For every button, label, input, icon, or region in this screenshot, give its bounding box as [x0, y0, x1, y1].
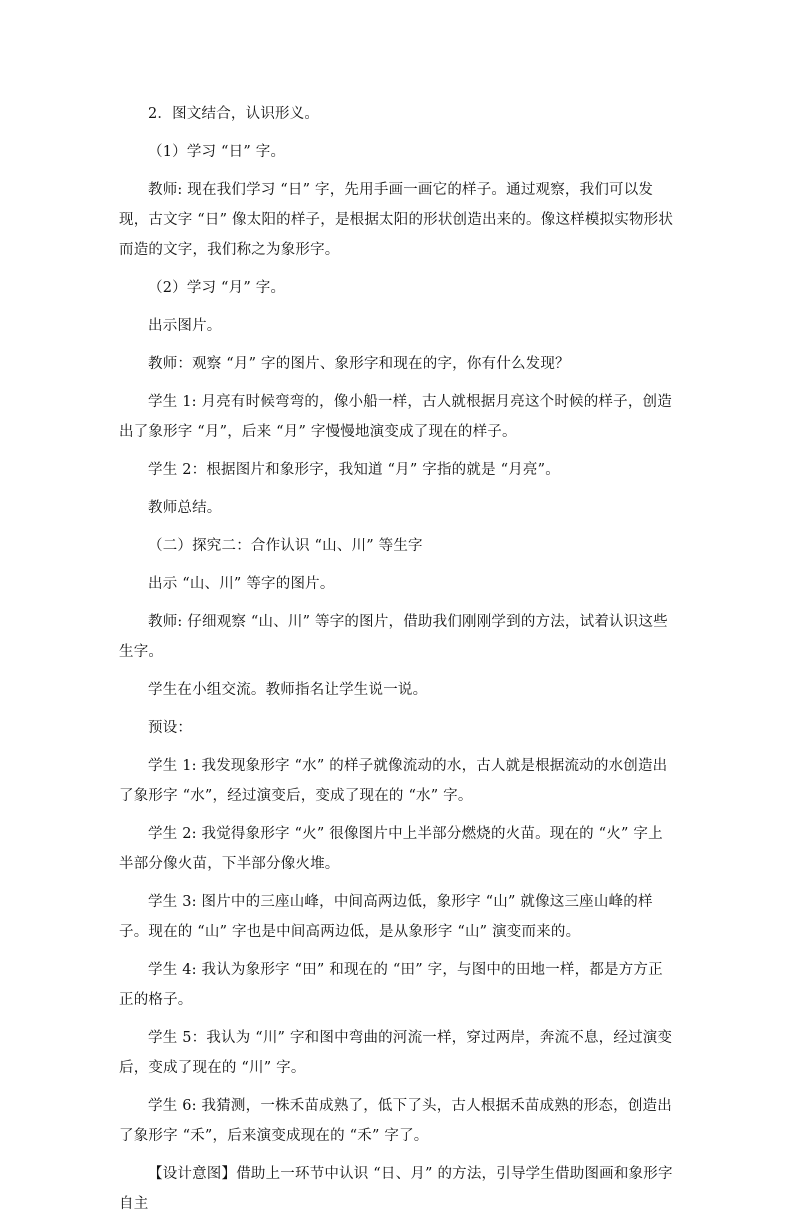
- paragraph-8: 学生 2：根据图片和象形字，我知道 “月” 字指的就是 “月亮”。: [148, 462, 560, 478]
- paragraph-13: 学生在小组交流。教师指名让学生说一说。: [148, 682, 428, 698]
- paragraph-17: 学生 3: 图片中的三座山峰，中间高两边低，象形字 “山” 就像这三座山峰的样子。现在的 “山” 字也是中间高两边低，是从象形字 “山” 演变而来的。: [119, 894, 653, 940]
- paragraph-18: 学生 4: 我认为象形字 “田” 和现在的 “田” 字，与图中的田地一样，都是方方正正的格子。: [119, 962, 663, 1008]
- paragraph-16: 学生 2: 我觉得象形字 “火” 很像图片中上半部分燃烧的火苗。现在的 “火” 字上半部分像火苗，下半部分像火堆。: [119, 826, 663, 872]
- paragraph-20: 学生 6: 我猜测，一株禾苗成熟了，低下了头，古人根据禾苗成熟的形态，创造出了象形字 “禾”，后来演变成现在的 “禾” 字了。: [119, 1098, 672, 1144]
- paragraph-2: （1）学习 “日” 字。: [148, 144, 286, 160]
- paragraph-6: 教师：观察 “月” 字的图片、象形字和现在的字，你有什么发现？: [148, 356, 570, 372]
- paragraph-14: 预设：: [148, 720, 193, 736]
- paragraph-11: 出示 “山、川” 等字的图片。: [148, 576, 335, 592]
- paragraph-1: 2．图文结合，认识形义。: [148, 106, 320, 122]
- paragraph-19: 学生 5：我认为 “川” 字和图中弯曲的河流一样，穿过两岸，奔流不息，经过演变后，变成了现在的 “川” 字。: [119, 1030, 673, 1076]
- paragraph-7: 学生 1: 月亮有时候弯弯的，像小船一样，古人就根据月亮这个时候的样子，创造出了象形字 “月”，后来 “月” 字慢慢地演变成了现在的样子。: [119, 394, 672, 440]
- paragraph-10: （二）探究二：合作认识 “山、川” 等生字: [148, 538, 423, 554]
- paragraph-5: 出示图片。: [148, 318, 222, 334]
- paragraph-9: 教师总结。: [148, 500, 222, 516]
- design-intent-paragraph: 【设计意图】借助上一环节中认识 “日、月” 的方法，引导学生借助图画和象形字自主: [119, 1166, 673, 1212]
- paragraph-12: 教师: 仔细观察 “山、川” 等字的图片，借助我们刚刚学到的方法，试着认识这些生字。: [119, 614, 668, 660]
- paragraph-4: （2）学习 “月” 字。: [148, 280, 286, 296]
- paragraph-15: 学生 1: 我发现象形字 “水” 的样子就像流动的水，古人就是根据流动的水创造出了象形字 “水”，经过演变后，变成了现在的 “水” 字。: [119, 758, 668, 804]
- document-body: [119, 99, 675, 1227]
- paragraph-3: 教师: 现在我们学习 “日” 字，先用手画一画它的样子。通过观察，我们可以发现，古文字 “日” 像太阳的样子，是根据太阳的形状创造出来的。像这样模拟实物形状而造的文字，我们称之为象形字。: [119, 182, 674, 258]
